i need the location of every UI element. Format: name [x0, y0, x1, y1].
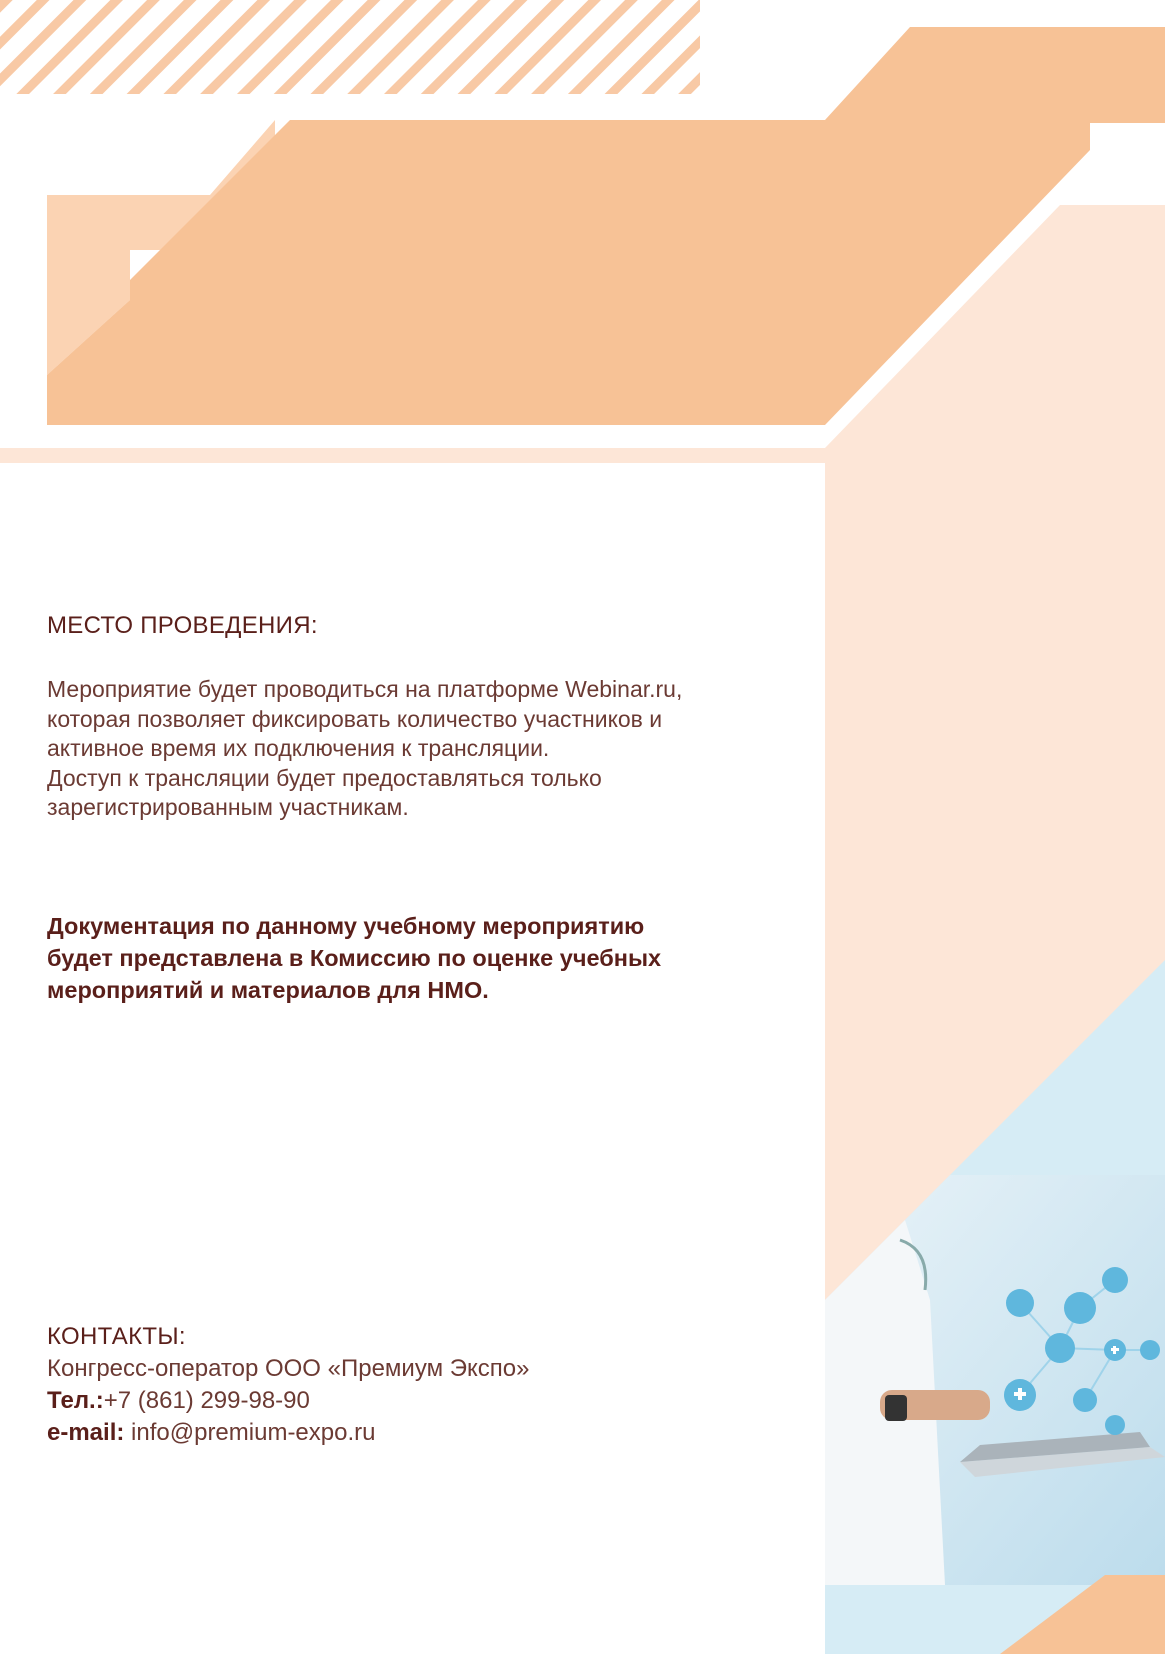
venue-heading: МЕСТО ПРОВЕДЕНИЯ: — [47, 612, 318, 639]
email-label: e-mail: — [47, 1419, 125, 1446]
contacts-section — [47, 1321, 807, 1449]
venue-section — [47, 612, 318, 640]
note-line: будет представлена в Комиссию по оценке учебных — [47, 945, 662, 971]
venue-line: Мероприятие будет проводиться на платформе Webinar.ru, — [47, 676, 683, 702]
venue-line: зарегистрированным участникам. — [47, 794, 409, 820]
venue-description — [47, 675, 807, 823]
phone-label: Тел.: — [47, 1387, 104, 1414]
venue-line: которая позволяет фиксировать количество участников и — [47, 705, 663, 732]
venue-line: активное время их подключения к трансляции. — [47, 735, 550, 761]
striped-corner — [0, 0, 700, 94]
phone-number[interactable]: +7 (861) 299-98-90 — [103, 1387, 310, 1414]
contacts-operator: Конгресс-оператор ООО «Премиум Экспо» — [47, 1355, 530, 1382]
contacts-email-row — [47, 1417, 807, 1449]
email-address[interactable]: info@premium-expo.ru — [131, 1419, 376, 1446]
venue-line: Доступ к трансляции будет предоставляться только — [47, 764, 602, 791]
contacts-phone-row — [47, 1385, 807, 1417]
documentation-note — [47, 910, 807, 1006]
thin-stripe — [0, 448, 825, 463]
contacts-heading: КОНТАКТЫ: — [47, 1323, 186, 1350]
note-line: мероприятий и материалов для НМО. — [47, 977, 489, 1003]
note-line: Документация по данному учебному мероприятию — [47, 913, 645, 939]
